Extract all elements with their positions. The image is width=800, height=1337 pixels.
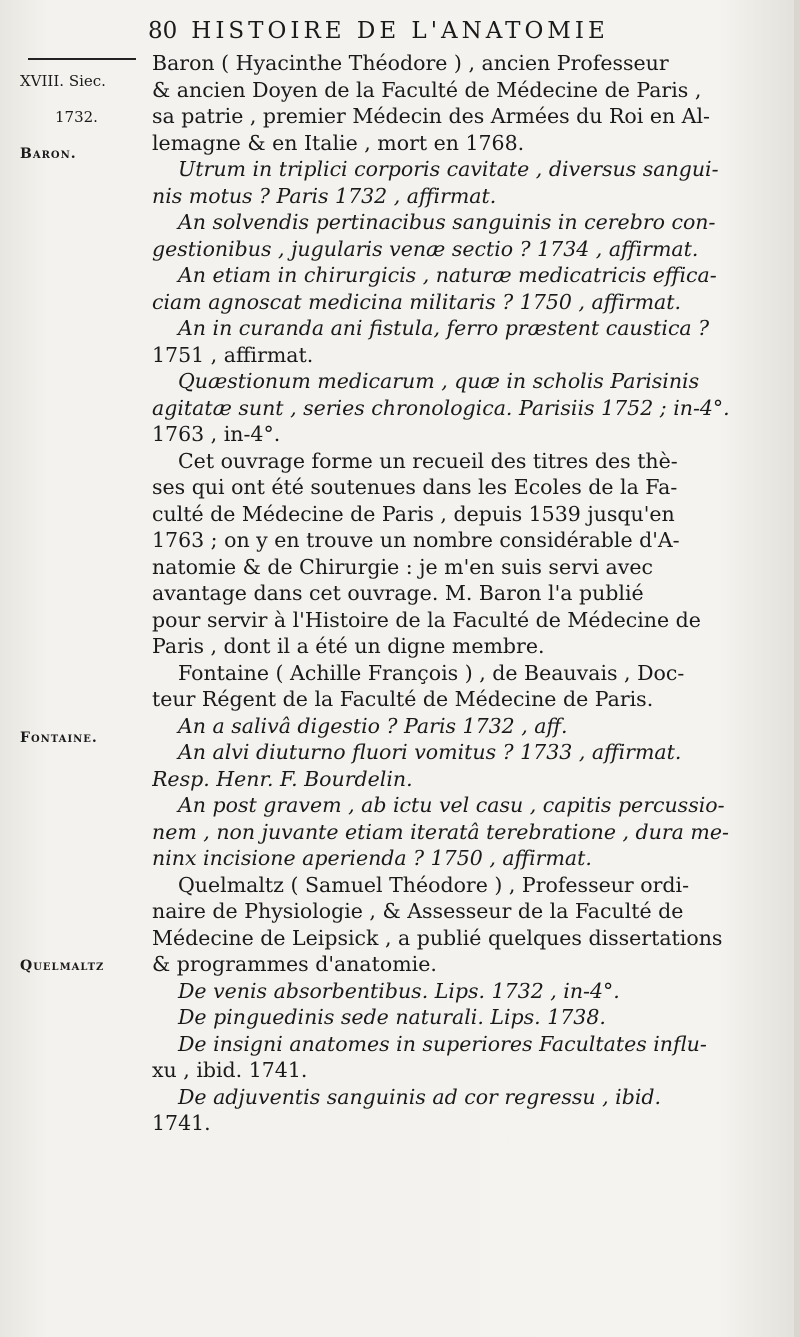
text-line: An post gravem , ab ictu vel casu , capitis percussio-	[178, 793, 725, 817]
running-head	[148, 18, 788, 44]
text-line: lemagne & en Italie , mort en 1768.	[152, 130, 525, 155]
text-line: naire de Physiologie , & Assesseur de la Faculté de	[152, 899, 684, 923]
text-line: Quæstionum medicarum , quæ in scholis Parisinis	[178, 369, 700, 393]
text-line: Utrum in triplici corporis cavitate , diversus sangui-	[178, 157, 719, 181]
text-line: Resp. Henr. F. Bourdelin.	[152, 766, 413, 791]
margin-quelmaltz: Quelmaltz	[20, 958, 105, 974]
text-line: ses qui ont été soutenues dans les Ecoles de la Fa-	[152, 475, 678, 499]
text-line: 1741.	[152, 1111, 211, 1135]
text-line: teur Régent de la Faculté de Médecine de Paris.	[152, 687, 654, 711]
margin-rule	[28, 58, 136, 60]
text-line: Médecine de Leipsick , a publié quelques dissertations	[152, 925, 723, 950]
margin-year: 1732.	[55, 108, 98, 126]
margin-baron: Baron.	[20, 146, 77, 162]
text-line: gestionibus , jugularis venæ sectio ? 1734 , affirmat.	[152, 236, 699, 261]
text-line: sa patrie , premier Médecin des Armées du Roi en Al-	[152, 104, 710, 128]
text-line: De adjuventis sanguinis ad cor regressu , ibid.	[178, 1084, 662, 1109]
text-line: Cet ouvrage forme un recueil des titres des thè-	[178, 448, 678, 473]
text-line: ciam agnoscat medicina militaris ? 1750 , affirmat.	[152, 289, 682, 314]
text-line: ninx incisione aperienda ? 1750 , affirmat.	[152, 846, 592, 870]
text-line: An etiam in chirurgicis , naturæ medicatricis effica-	[178, 263, 717, 287]
page-title: HISTOIRE DE L'ANATOMIE	[191, 18, 609, 44]
text-line: De insigni anatomes in superiores Facultates influ-	[178, 1031, 707, 1056]
page-number: 80	[148, 18, 178, 44]
text-line: 1763 , in-4°.	[152, 422, 281, 446]
text-line: natomie & de Chirurgie : je m'en suis servi avec	[152, 554, 653, 579]
text-line: Quelmaltz ( Samuel Théodore ) , Professeur ordi-	[178, 872, 689, 897]
text-line: culté de Médecine de Paris , depuis 1539 jusqu'en	[152, 501, 675, 526]
text-line: agitatæ sunt , series chronologica. Parisiis 1752 ; in-4°.	[152, 395, 730, 420]
text-line: Fontaine ( Achille François ) , de Beauvais , Doc-	[178, 660, 685, 685]
page-edge-shadow	[794, 0, 800, 1337]
text-line: An a salivâ digestio ? Paris 1732 , aff.	[178, 713, 568, 738]
text-line: An solvendis pertinacibus sanguinis in cerebro con-	[178, 210, 716, 234]
text-line: An in curanda ani fistula, ferro præstent caustica ?	[178, 316, 710, 340]
text-line: & ancien Doyen de la Faculté de Médecine de Paris ,	[152, 77, 702, 102]
text-line: Baron ( Hyacinthe Théodore ) , ancien Professeur	[152, 51, 669, 75]
text-line: avantage dans cet ouvrage. M. Baron l'a publié	[152, 581, 644, 605]
text-line: 1751 , affirmat.	[152, 342, 314, 367]
text-line: Paris , dont il a été un digne membre.	[152, 634, 545, 658]
text-line: nis motus ? Paris 1732 , affirmat.	[152, 183, 497, 208]
margin-fontaine: Fontaine.	[20, 730, 98, 746]
text-line: De venis absorbentibus. Lips. 1732 , in-4°.	[178, 978, 620, 1003]
text-line: An alvi diuturno fluori vomitus ? 1733 , affirmat.	[178, 740, 682, 764]
text-line: pour servir à l'Histoire de la Faculté de Médecine de	[152, 607, 701, 632]
margin-century: XVIII. Siec.	[20, 72, 106, 90]
text-line: 1763 ; on y en trouve un nombre considérable d'A-	[152, 528, 680, 552]
text-body	[152, 50, 790, 1137]
text-line: & programmes d'anatomie.	[152, 952, 437, 976]
text-line: nem , non juvante etiam iteratâ terebratione , dura me-	[152, 819, 729, 844]
text-line: xu , ibid. 1741.	[152, 1058, 308, 1082]
text-line: De pinguedinis sede naturali. Lips. 1738.	[178, 1005, 606, 1029]
